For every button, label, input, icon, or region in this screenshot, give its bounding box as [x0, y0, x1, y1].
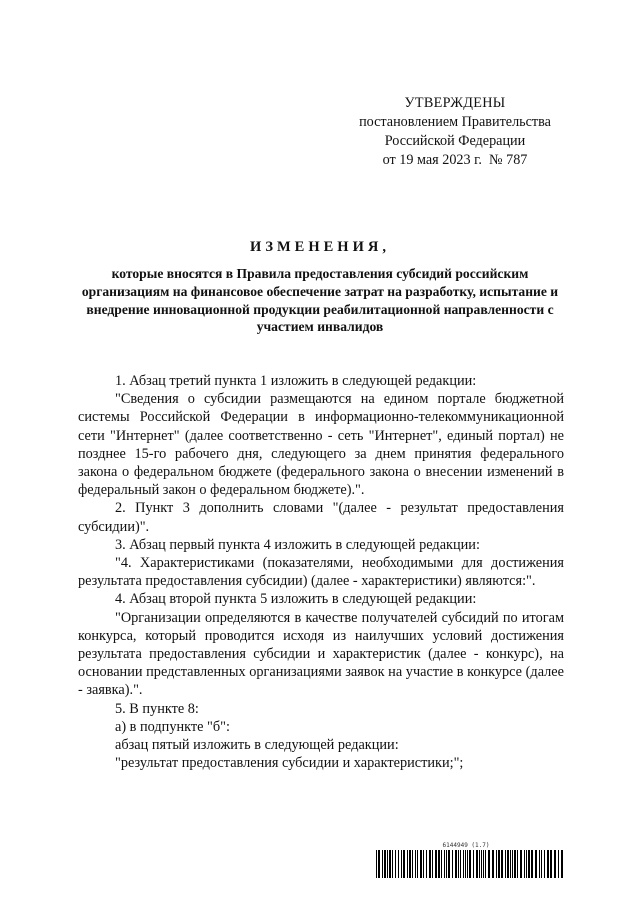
paragraph-2: "Сведения о субсидии размещаются на едином портале бюджетной системы Российской Федерации в информационно-телекоммуникационной сети "Интернет" (далее соответственно - сеть "Интернет", единый портал) не позднее 15-го рабочего дня, следующего за днем принятия федерального закона о федеральном бюджете (федерального закона о внесении изменений в федеральный закон о федеральном бюджете).".: [78, 391, 564, 499]
barcode-bar: [528, 850, 530, 878]
barcode-bar: [389, 850, 391, 878]
paragraph-5: "4. Характеристиками (показателями, необходимыми для достижения результата предоставления субсидии) (далее - характеристики) являются:".: [78, 555, 564, 590]
barcode-bar: [415, 850, 416, 878]
barcode-bar: [539, 850, 540, 878]
barcode-bar: [526, 850, 527, 878]
barcode-bar: [446, 850, 447, 878]
barcode-bar: [473, 850, 474, 878]
barcode-bar: [520, 850, 522, 878]
approval-line-3: от 19 мая 2023 г. № 787: [382, 152, 528, 168]
barcode-bar: [554, 850, 556, 878]
barcode-bar: [469, 850, 471, 878]
barcode-bar: [429, 850, 431, 878]
barcode-bar: [378, 850, 380, 878]
barcode-bar: [387, 850, 388, 878]
barcode-bar: [510, 850, 511, 878]
barcode-bar: [441, 850, 442, 878]
paragraph-10: абзац пятый изложить в следующей редакции:: [115, 737, 399, 754]
barcode-bar: [514, 850, 516, 878]
barcode-bar: [483, 850, 484, 878]
barcode-bar: [547, 850, 549, 878]
barcode-bar: [505, 850, 506, 878]
barcode-bar: [460, 850, 461, 878]
barcode-bar: [535, 850, 537, 878]
approval-line-1: постановлением Правительства: [359, 114, 551, 130]
paragraph-3: 2. Пункт 3 дополнить словами "(далее - результат предоставления субсидии)".: [78, 500, 564, 535]
barcode-bar: [403, 850, 405, 878]
approval-line-2: Российской Федерации: [384, 133, 526, 149]
paragraph-9: а) в подпункте "б":: [115, 718, 230, 735]
barcode-bar: [481, 850, 482, 878]
barcode-bar: [376, 850, 377, 878]
barcode-bar: [517, 850, 518, 878]
barcode-bar: [496, 850, 497, 878]
barcode-bar: [409, 850, 411, 878]
barcode-bar: [407, 850, 408, 878]
barcode-bar: [420, 850, 422, 878]
barcode-bar: [412, 850, 413, 878]
barcode-bar: [541, 850, 542, 878]
approval-heading: УТВЕРЖДЕНЫ: [404, 95, 506, 111]
barcode-bar: [501, 850, 503, 878]
barcode-block: [376, 842, 566, 878]
barcode-bar: [492, 850, 494, 878]
barcode-number: 6144949 (1.7): [442, 842, 490, 849]
barcode-bar: [435, 850, 437, 878]
barcode-bar: [488, 850, 490, 878]
barcode-image: [376, 850, 566, 878]
barcode-bar: [432, 850, 433, 878]
barcode-bar: [479, 850, 480, 878]
barcode-bar: [512, 850, 513, 878]
paragraph-7: "Организации определяются в качестве получателей субсидий по итогам конкурса, который проводится исходя из наилучших условий достижения результата предоставления субсидии и характеристик (далее - конкурс), на основании представленных организациями заявок на участие в конкурсе (далее - заявка).".: [78, 609, 564, 699]
paragraph-4: 3. Абзац первый пункта 4 изложить в следующей редакции:: [115, 536, 480, 553]
document-body: [78, 372, 564, 772]
barcode-bar: [384, 850, 386, 878]
document-subtitle: которые вносятся в Правила предоставления субсидий российским организациям на финансовое обеспечение затрат на разработку, испытание и внедрение инновационной продукции реабилитационной направленности с участием инвалидов: [81, 266, 559, 335]
barcode-bar: [467, 850, 468, 878]
approval-block: [330, 94, 580, 170]
barcode-bar: [507, 850, 509, 878]
barcode-bar: [448, 850, 450, 878]
barcode-bar: [465, 850, 466, 878]
barcode-bar: [463, 850, 464, 878]
barcode-bar: [398, 850, 399, 878]
barcode-bar: [531, 850, 533, 878]
barcode-bar: [476, 850, 478, 878]
barcode-bar: [544, 850, 545, 878]
paragraph-8: 5. В пункте 8:: [115, 700, 199, 717]
barcode-bar: [444, 850, 445, 878]
barcode-bar: [438, 850, 440, 878]
barcode-bar: [485, 850, 486, 878]
barcode-bar: [426, 850, 427, 878]
barcode-bar: [452, 850, 453, 878]
barcode-bar: [395, 850, 396, 878]
barcode-bar: [550, 850, 552, 878]
barcode-bar: [423, 850, 424, 878]
barcode-bar: [458, 850, 459, 878]
paragraph-6: 4. Абзац второй пункта 5 изложить в следующей редакции:: [115, 591, 477, 608]
barcode-bar: [392, 850, 393, 878]
barcode-bar: [524, 850, 525, 878]
barcode-bar: [382, 850, 383, 878]
paragraph-1: 1. Абзац третий пункта 1 изложить в следующей редакции:: [115, 373, 477, 389]
barcode-bar: [561, 850, 563, 878]
barcode-bar: [417, 850, 418, 878]
paragraph-11: "результат предоставления субсидии и характеристики;";: [115, 755, 464, 772]
document-title: ИЗМЕНЕНИЯ,: [250, 239, 390, 255]
barcode-bar: [401, 850, 402, 878]
barcode-bar: [498, 850, 500, 878]
barcode-bar: [455, 850, 457, 878]
barcode-bar: [558, 850, 559, 878]
